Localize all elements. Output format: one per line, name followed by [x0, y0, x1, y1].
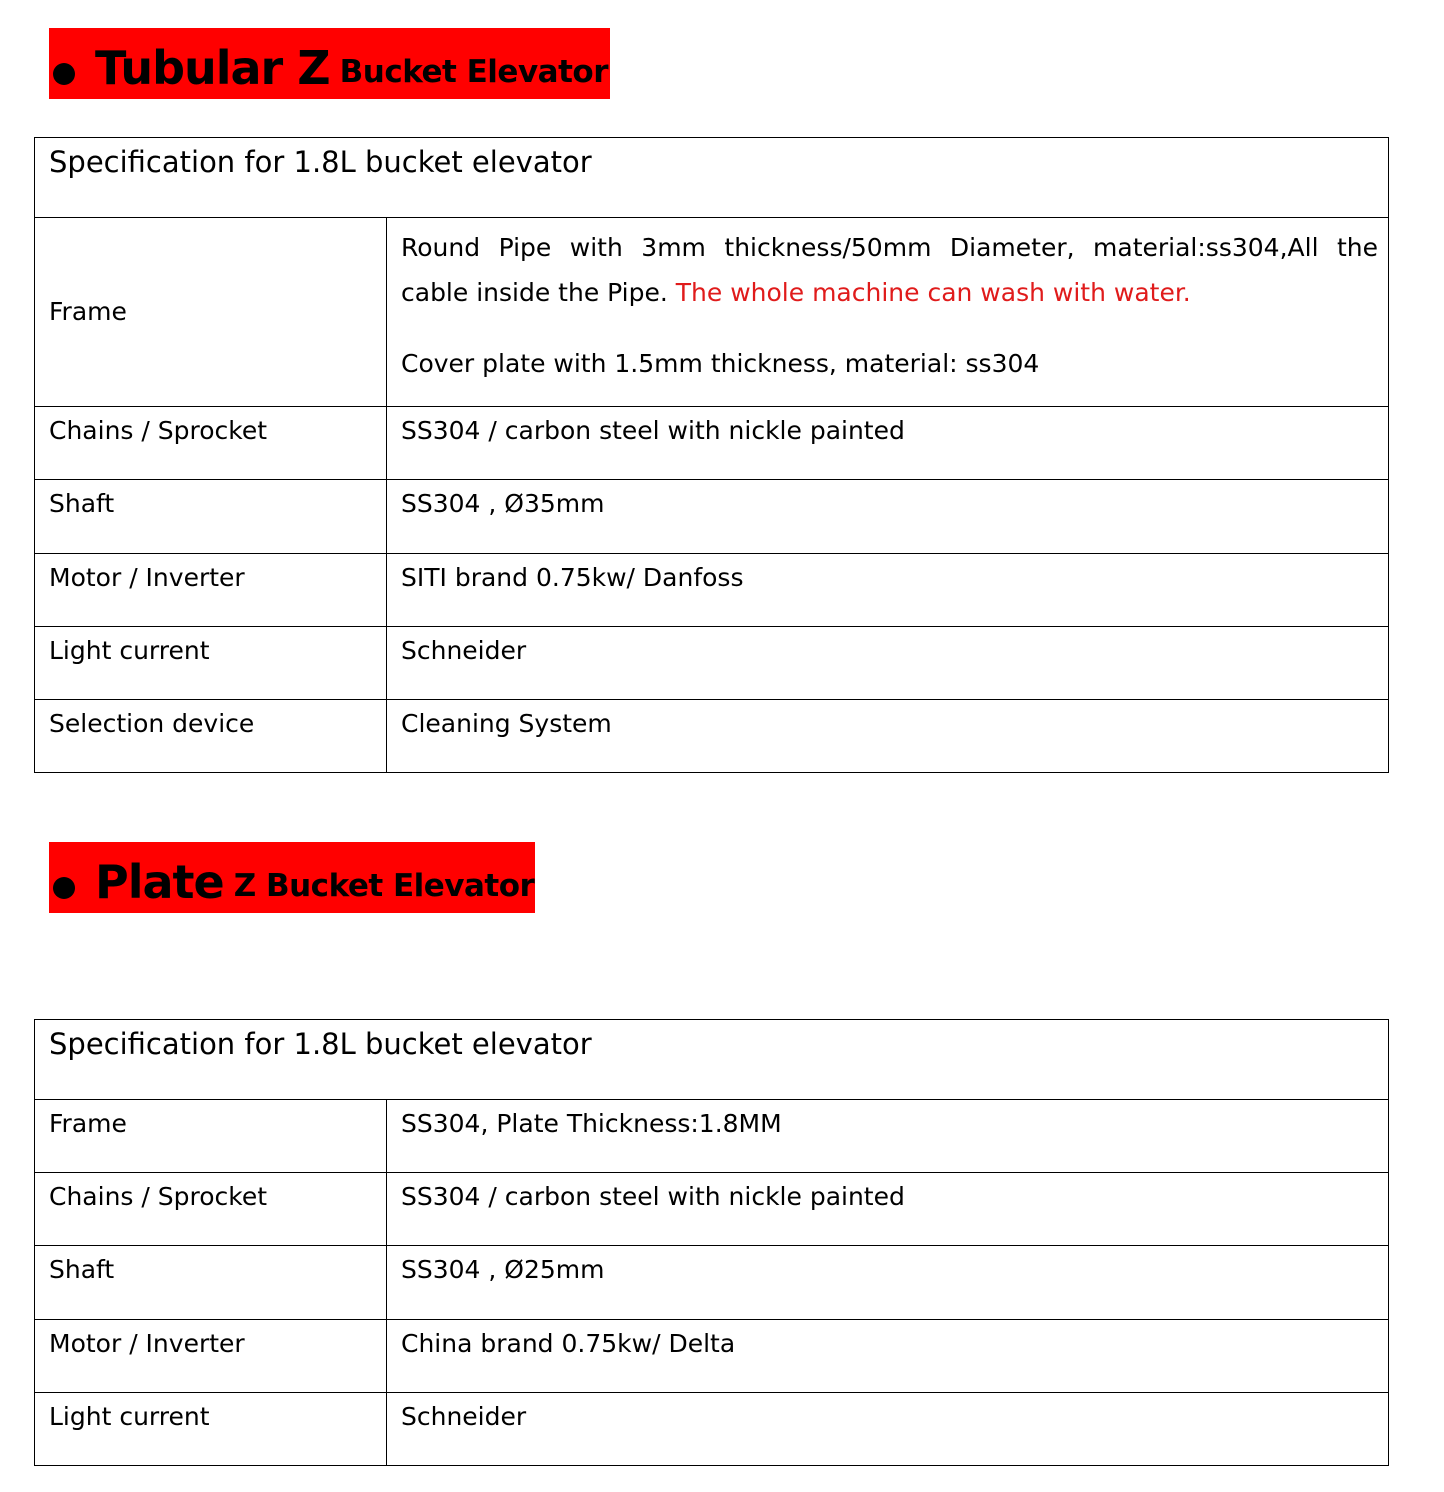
heading-subtitle: Bucket Elevator: [339, 54, 608, 90]
plate-spec-table: [34, 1019, 1389, 1466]
table-row: [35, 627, 1389, 700]
wash-highlight: The whole machine can wash with water.: [675, 278, 1191, 307]
table-row: [35, 1246, 1389, 1320]
bullet-icon: [53, 63, 75, 85]
row-value: China brand 0.75kw/ Delta: [387, 1320, 1389, 1393]
row-value: SS304 , Ø35mm: [387, 480, 1389, 554]
row-value: SS304, Plate Thickness:1.8MM: [387, 1100, 1389, 1173]
row-value: SITI brand 0.75kw/ Danfoss: [387, 554, 1389, 627]
row-label: Frame: [35, 218, 387, 407]
table-row: [35, 1393, 1389, 1466]
table-row: [35, 700, 1389, 773]
table-caption: Specification for 1.8L bucket elevator: [35, 1020, 1389, 1100]
row-label: Chains / Sprocket: [35, 1173, 387, 1246]
table-row: [35, 218, 1389, 407]
table-caption: Specification for 1.8L bucket elevator: [35, 138, 1389, 218]
heading-title: Plate: [95, 855, 224, 909]
row-value: Cleaning System: [387, 700, 1389, 773]
row-value: SS304 / carbon steel with nickle painted: [387, 407, 1389, 480]
caption-row: [35, 138, 1389, 218]
table-row: [35, 480, 1389, 554]
row-label: Motor / Inverter: [35, 554, 387, 627]
table-row: [35, 407, 1389, 480]
tubular-heading: [49, 28, 610, 99]
frame-line-2: Cover plate with 1.5mm thickness, material: ss304: [401, 349, 1040, 378]
table-row: [35, 1320, 1389, 1393]
frame-line-1: [401, 225, 1378, 315]
table-row: [35, 1100, 1389, 1173]
frame-line-1-text: Round Pipe with 3mm thickness/50mm Diameter, material:ss304,All the cable inside the Pipe.: [401, 233, 1379, 307]
bullet-icon: [53, 877, 75, 899]
row-label: Chains / Sprocket: [35, 407, 387, 480]
row-label: Motor / Inverter: [35, 1320, 387, 1393]
row-label: Shaft: [35, 1246, 387, 1320]
row-label: Frame: [35, 1100, 387, 1173]
tubular-spec-table: [34, 137, 1389, 773]
row-label: Light current: [35, 627, 387, 700]
plate-heading: [49, 842, 535, 913]
row-value: Schneider: [387, 1393, 1389, 1466]
row-value: SS304 , Ø25mm: [387, 1246, 1389, 1320]
row-label: Light current: [35, 1393, 387, 1466]
heading-title: Tubular Z: [95, 41, 330, 95]
row-value: SS304 / carbon steel with nickle painted: [387, 1173, 1389, 1246]
caption-row: [35, 1020, 1389, 1100]
table-row: [35, 1173, 1389, 1246]
row-value: Schneider: [387, 627, 1389, 700]
row-label: Selection device: [35, 700, 387, 773]
heading-subtitle: Z Bucket Elevator: [233, 868, 535, 904]
table-row: [35, 554, 1389, 627]
row-value: [387, 218, 1389, 407]
row-label: Shaft: [35, 480, 387, 554]
